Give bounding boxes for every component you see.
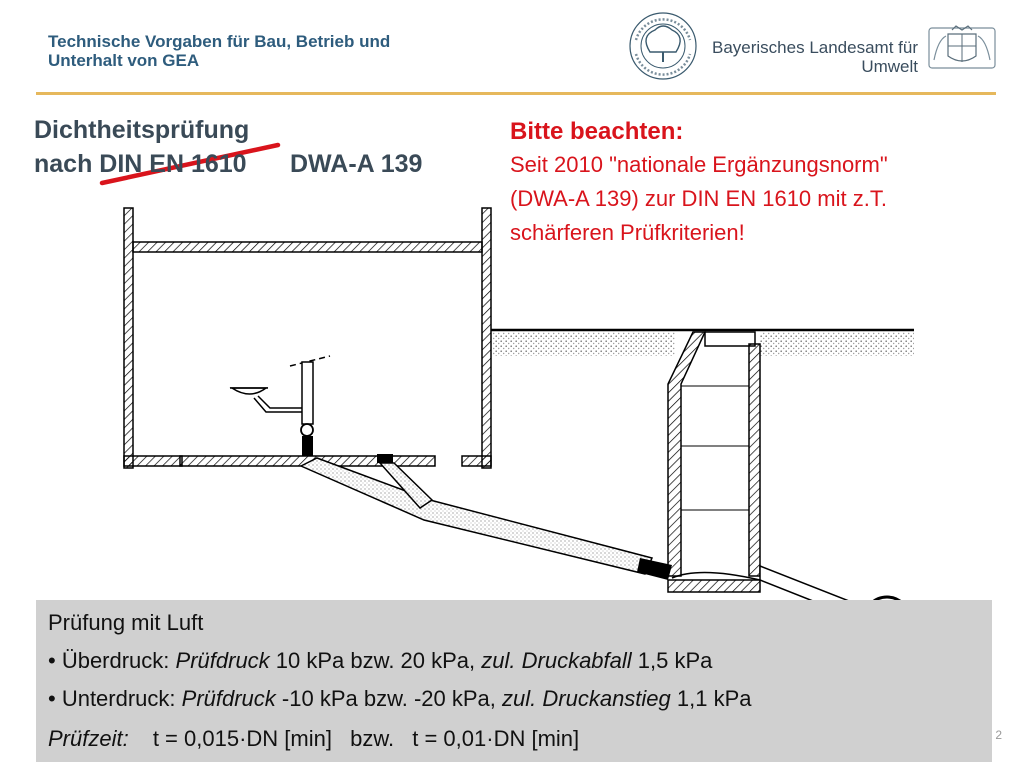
overpressure-label: • Überdruck: bbox=[48, 648, 176, 673]
header-title-line2: Unterhalt von GEA bbox=[48, 51, 200, 70]
drain-pipe bbox=[301, 458, 672, 580]
test-time-formula2: t = 0,01·DN [min] bbox=[412, 726, 580, 751]
underpressure-value1: -10 kPa bzw. -20 kPa, bbox=[275, 686, 503, 711]
test-time-separator: bzw. bbox=[350, 726, 395, 751]
test-time-label: Prüfzeit: bbox=[48, 726, 129, 751]
note-line2: (DWA-A 139) zur DIN EN 1610 mit z.T. bbox=[510, 186, 887, 211]
slide-title-line2: nach DIN EN 1610 bbox=[34, 150, 247, 178]
header-title bbox=[48, 32, 468, 70]
overpressure-term2: zul. Druckabfall bbox=[481, 648, 632, 673]
test-time-line bbox=[48, 726, 579, 752]
organization-name bbox=[658, 38, 918, 76]
test-criteria-box bbox=[36, 600, 992, 762]
slide-title-replacement: DWA-A 139 bbox=[290, 150, 423, 178]
header-divider bbox=[36, 92, 996, 95]
underpressure-line bbox=[48, 686, 752, 712]
slide-title-line1: Dichtheitsprüfung bbox=[34, 116, 250, 144]
note-heading: Bitte beachten: bbox=[510, 118, 684, 145]
header-title-line1: Technische Vorgaben für Bau, Betrieb und bbox=[48, 32, 391, 51]
sink-fixture bbox=[230, 356, 393, 463]
organization-line2: Umwelt bbox=[861, 57, 918, 76]
box-heading: Prüfung mit Luft bbox=[48, 610, 204, 635]
underpressure-value2: 1,1 kPa bbox=[670, 686, 752, 711]
note-line3: schärferen Prüfkriterien! bbox=[510, 220, 745, 245]
underpressure-label: • Unterdruck: bbox=[48, 686, 182, 711]
overpressure-value1: 10 kPa bzw. 20 kPa, bbox=[269, 648, 482, 673]
underpressure-term1: Prüfdruck bbox=[181, 686, 276, 711]
manhole-shaft bbox=[668, 332, 910, 643]
overpressure-line bbox=[48, 648, 712, 674]
test-time-formula1: t = 0,015·DN [min] bbox=[152, 726, 332, 751]
coat-of-arms-logo bbox=[929, 26, 995, 68]
page-number: 2 bbox=[995, 728, 1002, 742]
note-line1: Seit 2010 "nationale Ergänzungsnorm" bbox=[510, 152, 888, 177]
underpressure-term2: zul. Druckanstieg bbox=[502, 686, 671, 711]
organization-line1: Bayerisches Landesamt für bbox=[712, 38, 918, 57]
overpressure-value2: 1,5 kPa bbox=[631, 648, 713, 673]
overpressure-term1: Prüfdruck bbox=[175, 648, 270, 673]
